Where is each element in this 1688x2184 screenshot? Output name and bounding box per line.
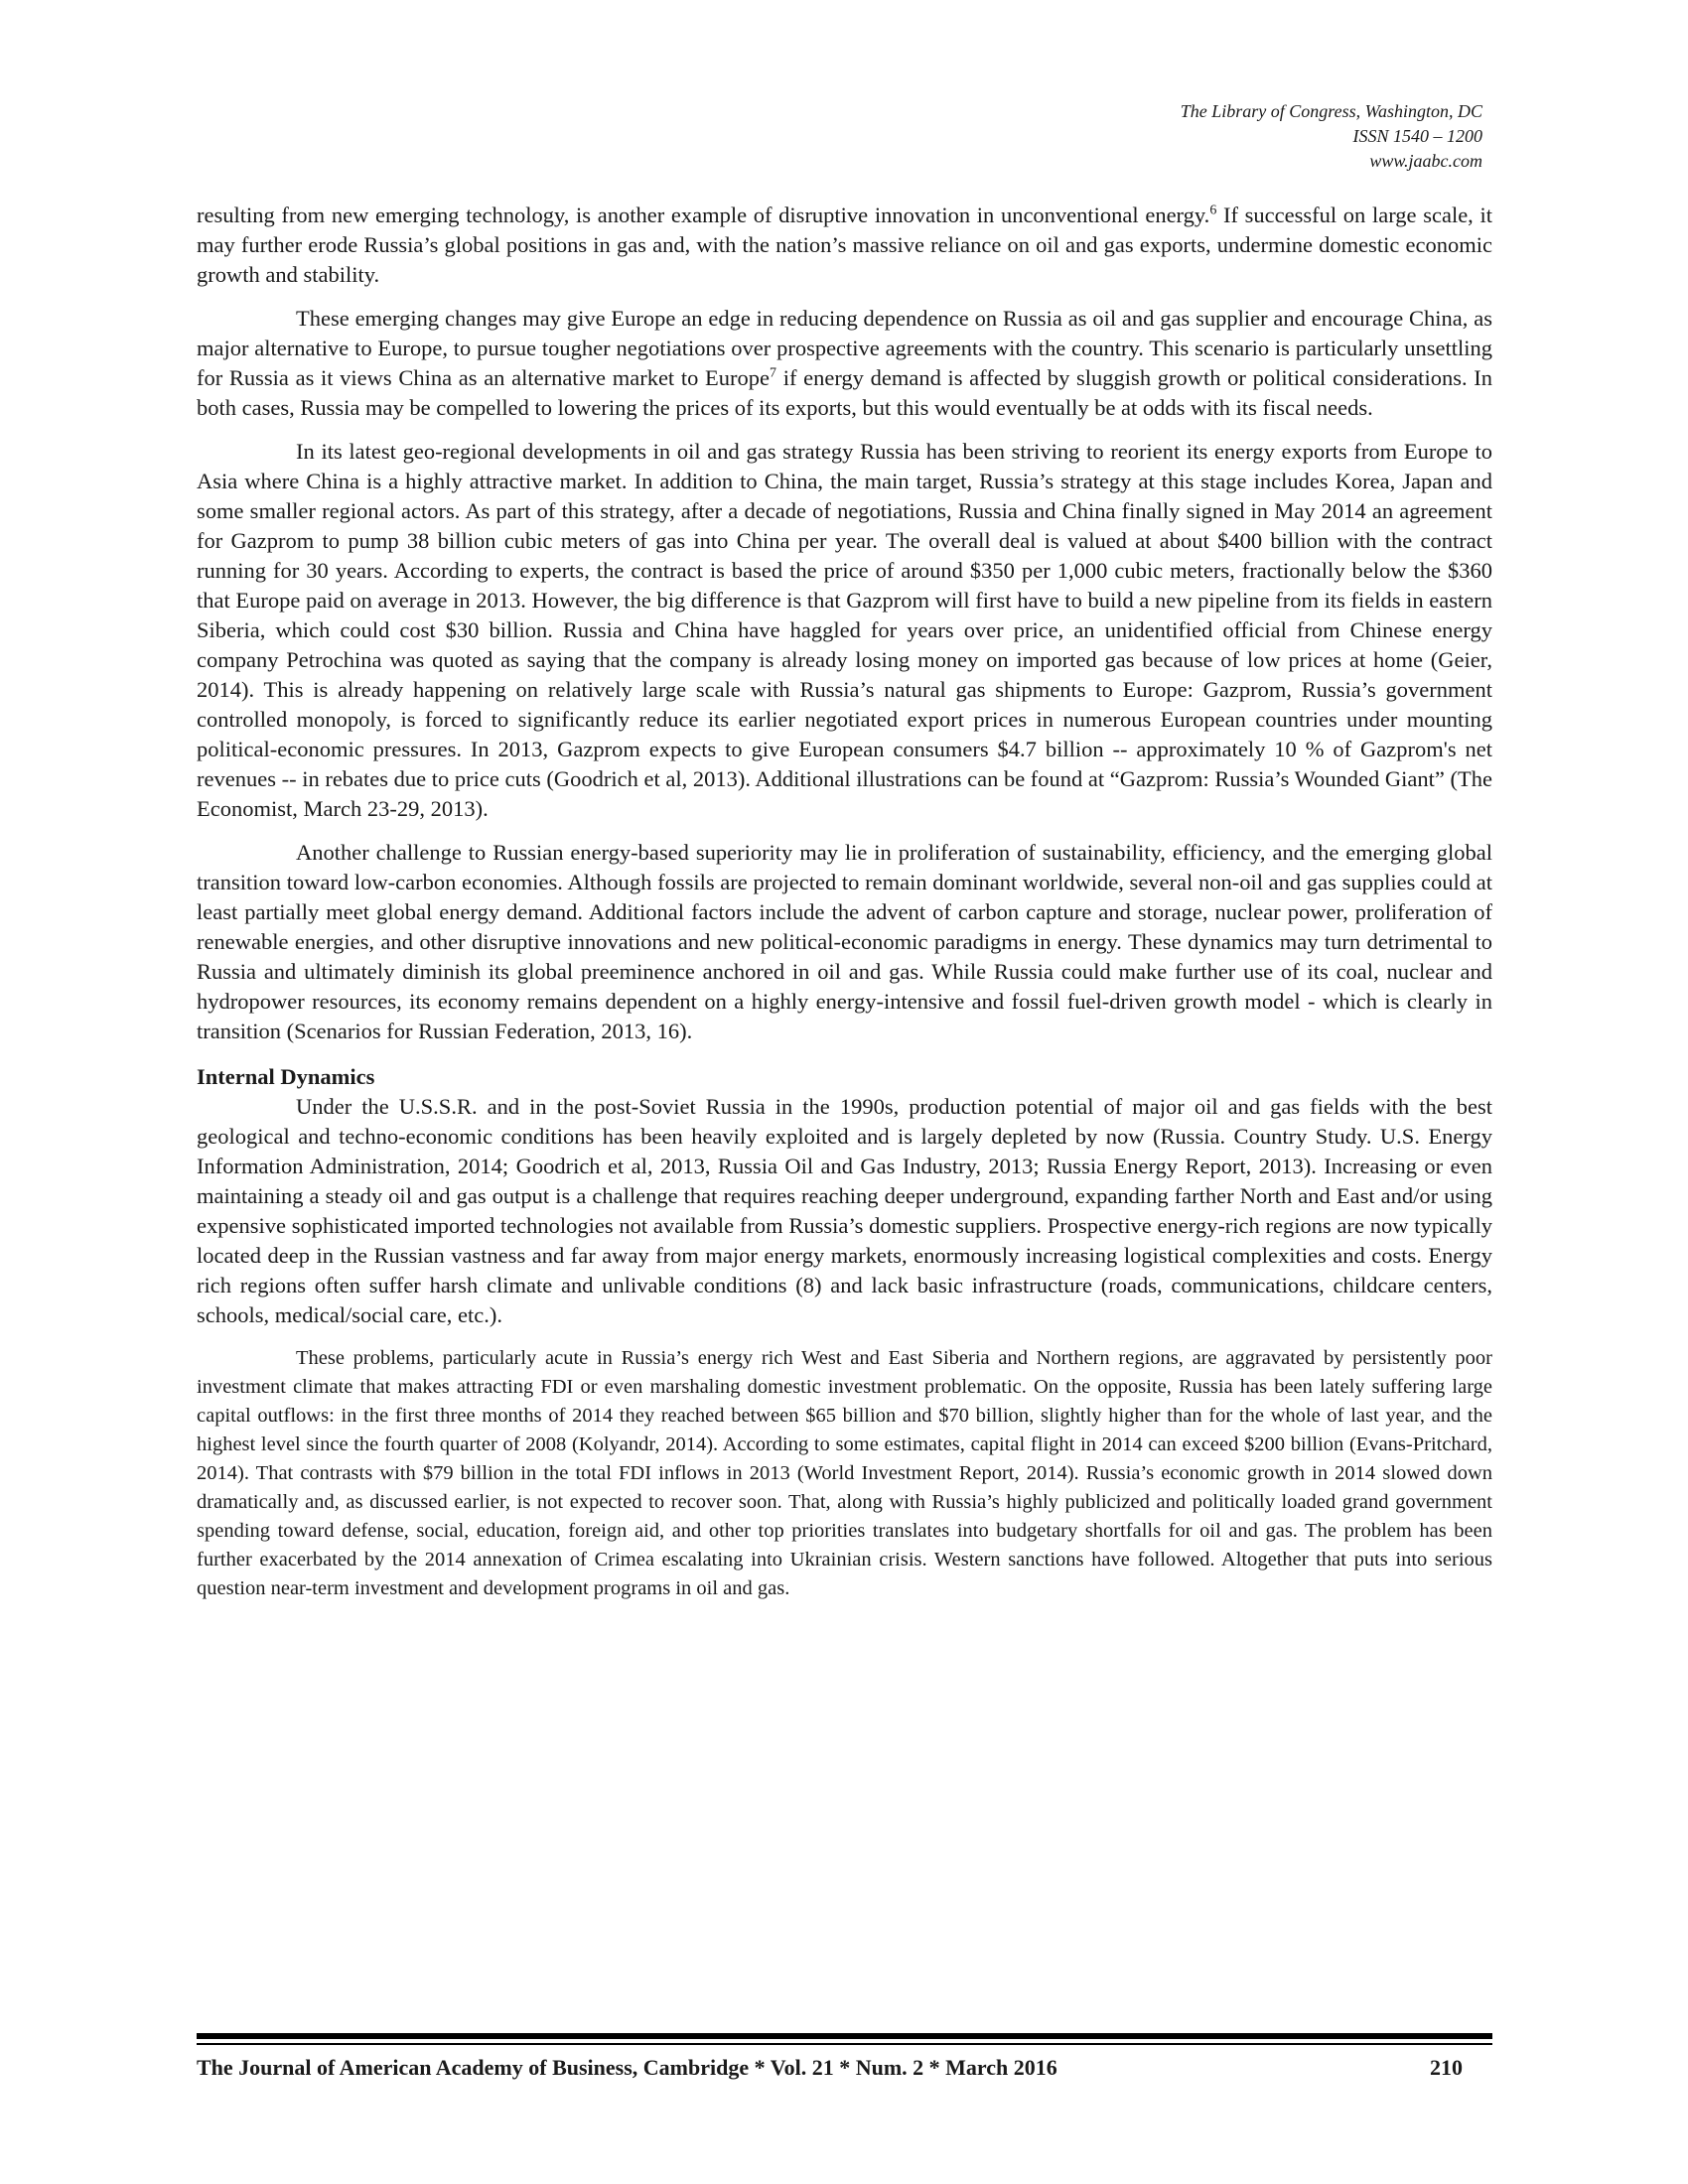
paragraph-3: In its latest geo-regional developments in oil and gas strategy Russia has been striving to reorient its energy exports from Europe to Asia where China is a highly attractive market. In addition to China, the main target, Russia’s strategy at this stage includes Korea, Japan and some smaller regional actors. As part of this strategy, after a decade of negotiations, Russia and China finally signed in May 2014 an agreement for Gazprom to pump 38 billion cubic meters of gas into China per year. The overall deal is valued at about $400 billion with the contract running for 30 years. According to experts, the contract is based the price of around $350 per 1,000 cubic meters, fractionally below the $360 that Europe paid on average in 2013. However, the big difference is that Gazprom will first have to build a new pipeline from its fields in eastern Siberia, which could cost $30 billion. Russia and China have haggled for years over price, an unidentified official from Chinese energy company Petrochina was quoted as saying that the company is already losing money on imported gas because of low prices at home (Geier, 2014). This is already happening on relatively large scale with Russia’s natural gas shipments to Europe: Gazprom, Russia’s government controlled monopoly, is forced to significantly reduce its earlier negotiated export prices in numerous European countries under mounting political-economic pressures. In 2013, Gazprom expects to give European consumers $4.7 billion -- approximately 10 % of Gazprom's net revenues -- in rebates due to price cuts (Goodrich et al, 2013). Additional illustrations can be found at “Gazprom: Russia’s Wounded Giant” (The Economist, March 23-29, 2013). — [197, 439, 1492, 821]
footer-rule-thin — [197, 2043, 1492, 2045]
footnote-ref-6: 6 — [1209, 203, 1217, 218]
footer-journal-citation: The Journal of American Academy of Business, Cambridge * Vol. 21 * Num. 2 * March 2016 — [197, 2055, 1057, 2080]
paragraph-6: These problems, particularly acute in Russia’s energy rich West and East Siberia and Northern regions, are aggravated by persistently poor investment climate that makes attracting FDI or even marshaling domestic investment problematic. On the opposite, Russia has been lately suffering large capital outflows: in the first three months of 2014 they reached between $65 billion and $70 billion, slightly higher than for the whole of last year, and the highest level since the fourth quarter of 2008 (Kolyandr, 2014). According to some estimates, capital flight in 2014 can exceed $200 billion (Evans-Pritchard, 2014). That contrasts with $79 billion in the total FDI inflows in 2013 (World Investment Report, 2014). Russia’s economic growth in 2014 slowed down dramatically and, as discussed earlier, is not expected to recover soon. That, along with Russia’s highly publicized and politically loaded grand government spending toward defense, social, education, foreign aid, and other top priorities translates into budgetary shortfalls for oil and gas. The problem has been further exacerbated by the 2014 annexation of Crimea escalating into Ukrainian crisis. Western sanctions have followed. Altogether that puts into serious question near-term investment and development programs in oil and gas. — [197, 1347, 1492, 1599]
paragraph-1: resulting from new emerging technology, is another example of disruptive innovation in unconventional energy.$^6$ If successful on large scale, it may further erode Russia’s global positions in gas and, with the nation’s massive reliance on oil and gas exports, undermine domestic economic growth and stability. — [197, 203, 1492, 287]
article-body — [197, 201, 1492, 1603]
page-number: 210 — [1430, 2055, 1463, 2080]
header-website: www.jaabc.com — [1369, 151, 1482, 171]
paragraph-5: Under the U.S.S.R. and in the post-Soviet Russia in the 1990s, production potential of major oil and gas fields with the best geological and techno-economic conditions has been heavily exploited and is largely depleted by now (Russia. Country Study. U.S. Energy Information Administration, 2014; Goodrich et al, 2013, Russia Oil and Gas Industry, 2013; Russia Energy Report, 2013). Increasing or even maintaining a steady oil and gas output is a challenge that requires reaching deeper underground, expanding farther North and East and/or using expensive sophisticated imported technologies not available from Russia’s domestic suppliers. Prospective energy-rich regions are now typically located deep in the Russian vastness and far away from major energy markets, enormously increasing logistical complexities and costs. Energy rich regions often suffer harsh climate and unlivable conditions (8) and lack basic infrastructure (roads, communications, childcare centers, schools, medical/social care, etc.). — [197, 1094, 1492, 1327]
paragraph-2: These emerging changes may give Europe an edge in reducing dependence on Russia as oil and gas supplier and encourage China, as major alternative to Europe, to pursue tougher negotiations over prospective agreements with the country. This scenario is particularly unsettling for Russia as it views China as an alternative market to Europe$^7$ if energy demand is affected by sluggish growth or political considerations. In both cases, Russia may be compelled to lowering the prices of its exports, but this would eventually be at odds with its fiscal needs. — [197, 306, 1492, 420]
footnote-ref-7: 7 — [770, 365, 777, 381]
page-header — [1181, 99, 1482, 174]
page-footer — [197, 2055, 1492, 2085]
paragraph-4: Another challenge to Russian energy-based superiority may lie in proliferation of sustainability, efficiency, and the emerging global transition toward low-carbon economies. Although fossils are projected to remain dominant worldwide, several non-oil and gas supplies could at least partially meet global energy demand. Additional factors include the advent of carbon capture and storage, nuclear power, proliferation of renewable energies, and other disruptive innovations and new political-economic paradigms in energy. These dynamics may turn detrimental to Russia and ultimately diminish its global preeminence anchored in oil and gas. While Russia could make further use of its coal, nuclear and hydropower resources, its economy remains dependent on a highly energy-intensive and fossil fuel-driven growth model - which is clearly in transition (Scenarios for Russian Federation, 2013, 16). — [197, 840, 1492, 1043]
header-library: The Library of Congress, Washington, DC — [1180, 101, 1482, 121]
header-issn: ISSN 1540 – 1200 — [1352, 126, 1482, 146]
section-heading: Internal Dynamics — [197, 1064, 375, 1089]
footer-rule-thick — [197, 2033, 1492, 2039]
